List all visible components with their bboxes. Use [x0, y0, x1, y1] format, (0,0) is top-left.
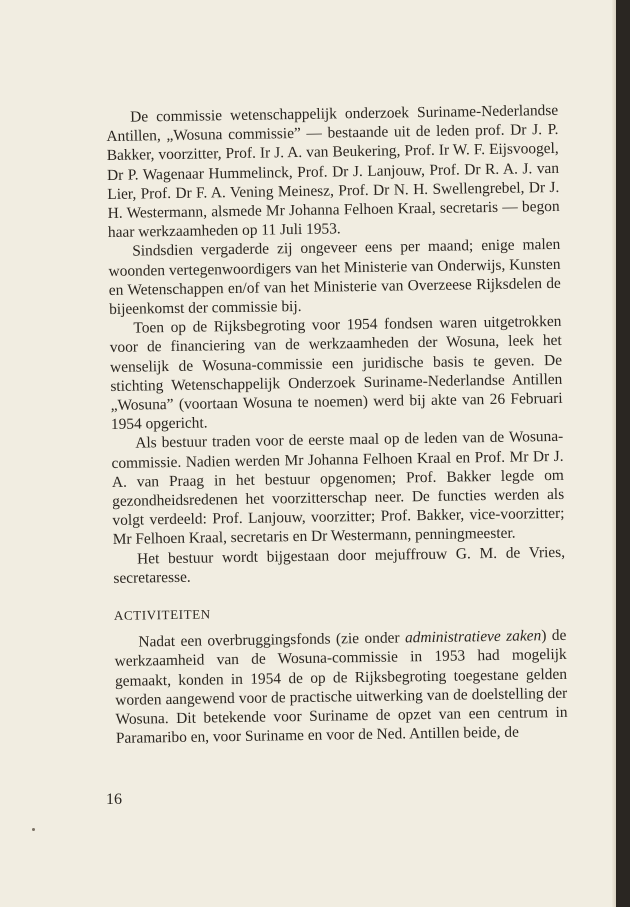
- section-paragraph-end: ) de werkzaamheid van de Wosuna-commissie in 1953 had mogelijk gemaakt, konden in 1954 de op de Rijksbegroting toegestane gelden worden aangewend voor de practische uitwerking van de doelstelling der Wosuna. Dit betekende voor Suriname de opzet van een centrum in Paramaribo en, voor Suriname en voor de Ned. Antillen beide, de: [114, 627, 568, 748]
- page-number: 16: [106, 791, 122, 808]
- paragraph-4: Als bestuur traden voor de eerste maal op de leden van de Wosuna-commissie. Nadien werden Mr Johanna Felhoen Kraal en Prof. Mr Dr J. A. van Praag in het bestuur opgenomen; Prof. Bakker legde om gezondheidsredenen het voorzitterschap neer. De functies werden als volgt verdeeld: Prof. Lanjouw, voorzitter; Prof. Bakker, vice-voorzitter; Mr Felhoen Kraal, secretaris en Dr Westermann, penningmeester.: [111, 428, 565, 549]
- section-paragraph-italic: administratieve zaken: [404, 627, 542, 647]
- paragraph-3: Toen op de Rijksbegroting voor 1954 fondsen waren uitgetrokken voor de financiering van de werkzaamheden der Wosuna, leek het wenselijk de Wosuna-commissie een juridische basis te geven. De stichting Wetenschappelijk Onderzoek Suriname-Nederlandse Antillen „Wosuna” (voortaan Wosuna te noemen) werd bij akte van 26 Februari 1954 opgericht.: [109, 313, 563, 434]
- body-text: [106, 101, 568, 749]
- paper-speck: [32, 828, 35, 831]
- section-paragraph-start: Nadat een overbruggingsfonds (zie onder: [138, 629, 406, 651]
- paragraph-5: Het bestuur wordt bijgestaan door mejuffrouw G. M. de Vries, secretaresse.: [113, 543, 566, 587]
- paragraph-1: De commissie wetenschappelijk onderzoek Suriname-Nederlandse Antillen, „Wosuna commissie” — bestaande uit de leden prof. Dr J. P. Bakker, voorzitter, Prof. Ir J. A. van Beukering, Prof. Ir W. F. Eijsvoogel, Dr P. Wagenaar Hummelinck, Prof. Dr J. Lanjouw, Prof. Dr R. A. J. van Lier, Prof. Dr F. A. Vening Meinesz, Prof. Dr N. H. Swellengrebel, Dr J. H. Westermann, alsmede Mr Johanna Felhoen Kraal, secretaris — begon haar werkzaamheden op 11 Juli 1953.: [106, 101, 560, 242]
- section-paragraph: [114, 626, 568, 748]
- section-heading: ACTIVITEITEN: [113, 606, 211, 624]
- paragraph-2: Sindsdien vergaderde zij ongeveer eens per maand; enige malen woonden vertegenwoordigers van het Ministerie van Onderwijs, Kunsten en Wetenschappen en/of van het Ministerie van Overzeese Rijksdelen de bijeenkomst der commissie bij.: [108, 236, 561, 319]
- binding-edge: [616, 0, 630, 907]
